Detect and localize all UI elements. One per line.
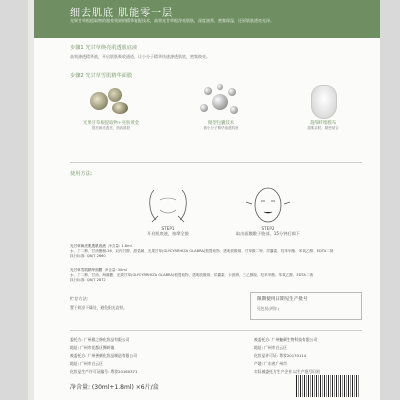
licorice-slices-image xyxy=(82,84,140,118)
package-panel xyxy=(28,0,380,400)
company-line: 地址: 广州市花都区狮岭镇 xyxy=(70,345,115,350)
company-line: 实际被委托方生产企业 以生产批号识别 xyxy=(254,369,320,374)
expiry-box xyxy=(250,292,362,320)
storage-title: 贮存方法: xyxy=(70,296,89,301)
company-line: 地址: 广州市白云区 xyxy=(254,345,287,350)
step2-caption xyxy=(228,226,308,237)
spec-name: 光甘草焕亮肌透肌底液 xyxy=(70,244,106,248)
feature-label: 微型包囊技术 xyxy=(207,121,235,126)
step1-caption xyxy=(128,226,208,237)
barcode-image xyxy=(296,375,360,397)
feature-licorice xyxy=(68,84,154,131)
divider xyxy=(70,330,362,331)
step1-desc: 高效渗透精华液，开启肌肤吸收通道，让小分子精华快速渗透肌底，密集焕亮。 xyxy=(70,54,210,59)
feature-mask-sheet xyxy=(280,84,366,131)
spec-essence xyxy=(70,244,370,260)
company-left xyxy=(70,336,240,376)
company-line: 被委托方: 广州善颜化妆品制造有限公司 xyxy=(70,353,138,358)
company-line: 化妆品生产许可证编号: 粤妆20160371 xyxy=(70,369,138,374)
feature-label: 光果甘草根提取物+亮肤黄金 xyxy=(82,121,140,126)
step1-face-illustration xyxy=(138,186,198,224)
spec-standard: 执行标准: QB/T 2660 xyxy=(70,254,106,259)
spec-name: 光甘草雪肌精华面膜 xyxy=(70,268,103,272)
spec-ingredients: 水、丁二醇、甘油、海藻糖、光果甘草(GLYCYRRHIZA GLABRA)根提取物、透明质酸钠、尿囊素、卡波姆、三乙醇胺、羟苯甲酯、苯氧乙醇、EDTA二钠 xyxy=(70,273,314,278)
step2-text: 取出面膜敷于脸部，15分钟后揭下 xyxy=(236,231,300,237)
feature-sub: 微小分子精华渗透肌底 xyxy=(203,126,239,130)
company-line: 产地: 广东省广州市 xyxy=(254,361,287,366)
expiry-sub: 见包装(两年) xyxy=(257,306,279,311)
step1-title: STEP1 xyxy=(161,226,175,231)
intro-text: 光果甘草根提取物的超亮效果的精华复配技术，高效光甘草根净亮肌肤，深度滋养，密集保湿，还原肌肤透亮光泽。 xyxy=(70,18,274,23)
step1-text: 开启肌底液，按摩全脸 xyxy=(147,231,189,237)
step2-title: STEP2 xyxy=(261,226,275,231)
storage-text: 置于阴凉干燥处，避免阳光直射。 xyxy=(70,305,127,310)
company-line: 委托方: 广州雅之修化妆品有限公司 xyxy=(70,337,130,342)
step1-title: 步骤1 光甘草焕亮肌透肌底液 xyxy=(70,45,138,51)
molecule-spheres-image xyxy=(192,84,250,118)
company-line: 地址: 广州市白云区 xyxy=(70,361,103,366)
spec-volume: 净含量: 1.8ml xyxy=(108,244,132,248)
mask-sheet-image xyxy=(294,84,352,118)
feature-capsule xyxy=(178,84,264,131)
feature-sub: 超柔亲肤，紧密贴合 xyxy=(307,126,339,130)
spec-mask xyxy=(70,268,370,284)
slogan: 细去肌底 肌能零一层 xyxy=(70,8,174,19)
company-line: 化妆品许可证: 粤妆20170114 xyxy=(254,353,307,358)
usage-title: 使用方法: xyxy=(70,171,93,177)
step2-title: 步骤2 光甘草雪肌精华面膜 xyxy=(70,73,133,79)
spec-volume: 净含量: 30ml xyxy=(104,268,127,272)
company-line: 被委托方: 广州魅颜生物科技有限公司 xyxy=(254,337,318,342)
spec-standard: 执行标准: QB/T 2872 xyxy=(70,278,106,283)
feature-label: 超细纤维膜布 xyxy=(309,121,337,126)
expiry-title: 限期使用日期见生产批号 xyxy=(257,297,308,302)
feature-sub: 提亮焕亮透亮，细致肌肤 xyxy=(91,126,131,130)
net-content: 净含量: (30ml+1.8ml) ×6片/盒 xyxy=(70,384,159,391)
company-right xyxy=(254,336,374,376)
spec-ingredients: 水、丁二醇、甘油聚醚-26、双丙甘醇、甜菜碱、光果甘草(GLYCYRRHIZA GLABRA)根提取物、透明质酸钠、甘草酸二钾、尿囊素、羟苯甲酯、苯氧乙醇、EDTA二钠 xyxy=(70,249,334,254)
divider xyxy=(70,162,362,163)
step2-face-illustration xyxy=(238,186,298,224)
